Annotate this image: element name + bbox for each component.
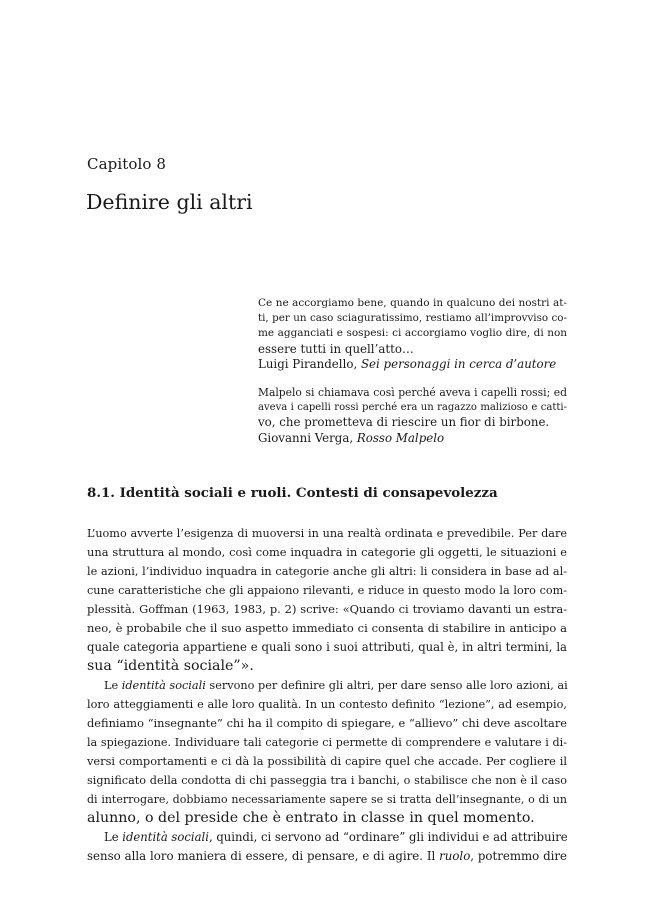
epigraph-author: Luigi Pirandello, bbox=[258, 356, 358, 371]
text-fragment: , quindi, ci servono ad “ordinare” gli individui e ad attribuire bbox=[208, 830, 568, 844]
epigraph-line: aveva i capelli rossi perché era un ragazzo malizioso e catti- bbox=[258, 402, 567, 414]
term-identita-sociali: identità sociali bbox=[121, 679, 206, 692]
epigraphs bbox=[258, 296, 567, 459]
section-heading: 8.1. Identità sociali e ruoli. Contesti di consapevolezza bbox=[87, 485, 498, 501]
paragraph-1 bbox=[87, 524, 567, 676]
epigraph-line: me agganciati e sospesi: ci accorgiamo voglio dire, di non bbox=[258, 327, 567, 340]
text-fragment: Le bbox=[104, 830, 123, 844]
text-line: significato della condotta di chi passeggia tra i banchi, o stabilisce che non è il caso bbox=[87, 774, 567, 787]
text-line: sua “identità sociale”». bbox=[87, 658, 254, 674]
chapter-title: Definire gli altri bbox=[86, 190, 253, 214]
term-ruolo: ruolo bbox=[439, 849, 471, 863]
text-line: L’uomo avverte l’esigenza di muoversi in una realtà ordinata e prevedibile. Per dare bbox=[87, 527, 567, 540]
text-line: alunno, o del preside che è entrato in classe in quel momento. bbox=[87, 810, 535, 826]
text-line bbox=[87, 847, 567, 866]
text-line: quale categoria appartiene e quali sono i suoi attributi, qual è, in altri termini, la bbox=[87, 640, 567, 654]
text-line: neo, è probabile che il suo aspetto immediato ci consenta di stabilire in anticipo a bbox=[87, 621, 567, 635]
paragraph-3 bbox=[87, 828, 567, 866]
epigraph-work: Sei personaggi in cerca d’autore bbox=[360, 356, 557, 371]
epigraph-attribution bbox=[258, 431, 567, 446]
epigraph-pirandello bbox=[258, 296, 567, 372]
text-line: versi comportamenti e ci dà la possibilità di capire quel che accade. Per cogliere il bbox=[87, 754, 567, 768]
text-fragment: servono per definire gli altri, per dare senso alle loro azioni, ai bbox=[205, 679, 568, 692]
text-fragment: Le bbox=[104, 679, 122, 692]
text-line: la spiegazione. Individuare tali categorie ci permette di comprendere e valutare i di- bbox=[87, 736, 567, 749]
epigraph-line: essere tutti in quell’atto… bbox=[258, 341, 414, 356]
body-text bbox=[87, 524, 567, 866]
text-line bbox=[87, 828, 567, 847]
text-line: una struttura al mondo, così come inquadra in categorie gli oggetti, le situazioni e bbox=[87, 545, 567, 559]
text-line: definiamo “insegnante” chi ha il compito di spiegare, e “allievo” chi deve ascoltare bbox=[87, 716, 567, 730]
text-fragment: senso alla loro maniera di essere, di pensare, e di agire. Il bbox=[87, 849, 440, 863]
text-line bbox=[87, 676, 567, 695]
text-line: di interrogare, dobbiamo necessariamente sapere se si tratta dell’insegnante, o di un bbox=[87, 793, 567, 806]
text-fragment: , potremmo dire bbox=[470, 849, 567, 863]
epigraph-line: vo, che prometteva di riescire un fior di birbone. bbox=[258, 415, 550, 430]
paragraph-2 bbox=[87, 676, 567, 828]
epigraph-line: ti, per un caso sciaguratissimo, restiamo all’improvviso co- bbox=[258, 312, 567, 325]
epigraph-verga bbox=[258, 385, 567, 446]
epigraph-author: Giovanni Verga, bbox=[258, 430, 354, 445]
text-line: plessità. Goffman (1963, 1983, p. 2) scrive: «Quando ci troviamo davanti un estra- bbox=[87, 602, 567, 616]
text-line: loro atteggiamenti e alle loro qualità. In un contesto definito “lezione”, ad esempio, bbox=[87, 698, 567, 711]
epigraph-line: Malpelo si chiamava così perché aveva i capelli rossi; ed bbox=[258, 386, 567, 400]
chapter-label: Capitolo 8 bbox=[87, 155, 167, 173]
text-line: le azioni, l’individuo inquadra in categorie anche gli altri: li considera in base ad al- bbox=[87, 565, 567, 578]
term-identita-sociali: identità sociali bbox=[122, 830, 209, 844]
epigraph-line: Ce ne accorgiamo bene, quando in qualcuno dei nostri at- bbox=[258, 297, 567, 309]
text-line: cune caratteristiche che gli appaiono rilevanti, e riduce in questo modo la loro com- bbox=[87, 584, 567, 597]
epigraph-work: Rosso Malpelo bbox=[356, 430, 445, 445]
epigraph-attribution bbox=[258, 357, 567, 372]
